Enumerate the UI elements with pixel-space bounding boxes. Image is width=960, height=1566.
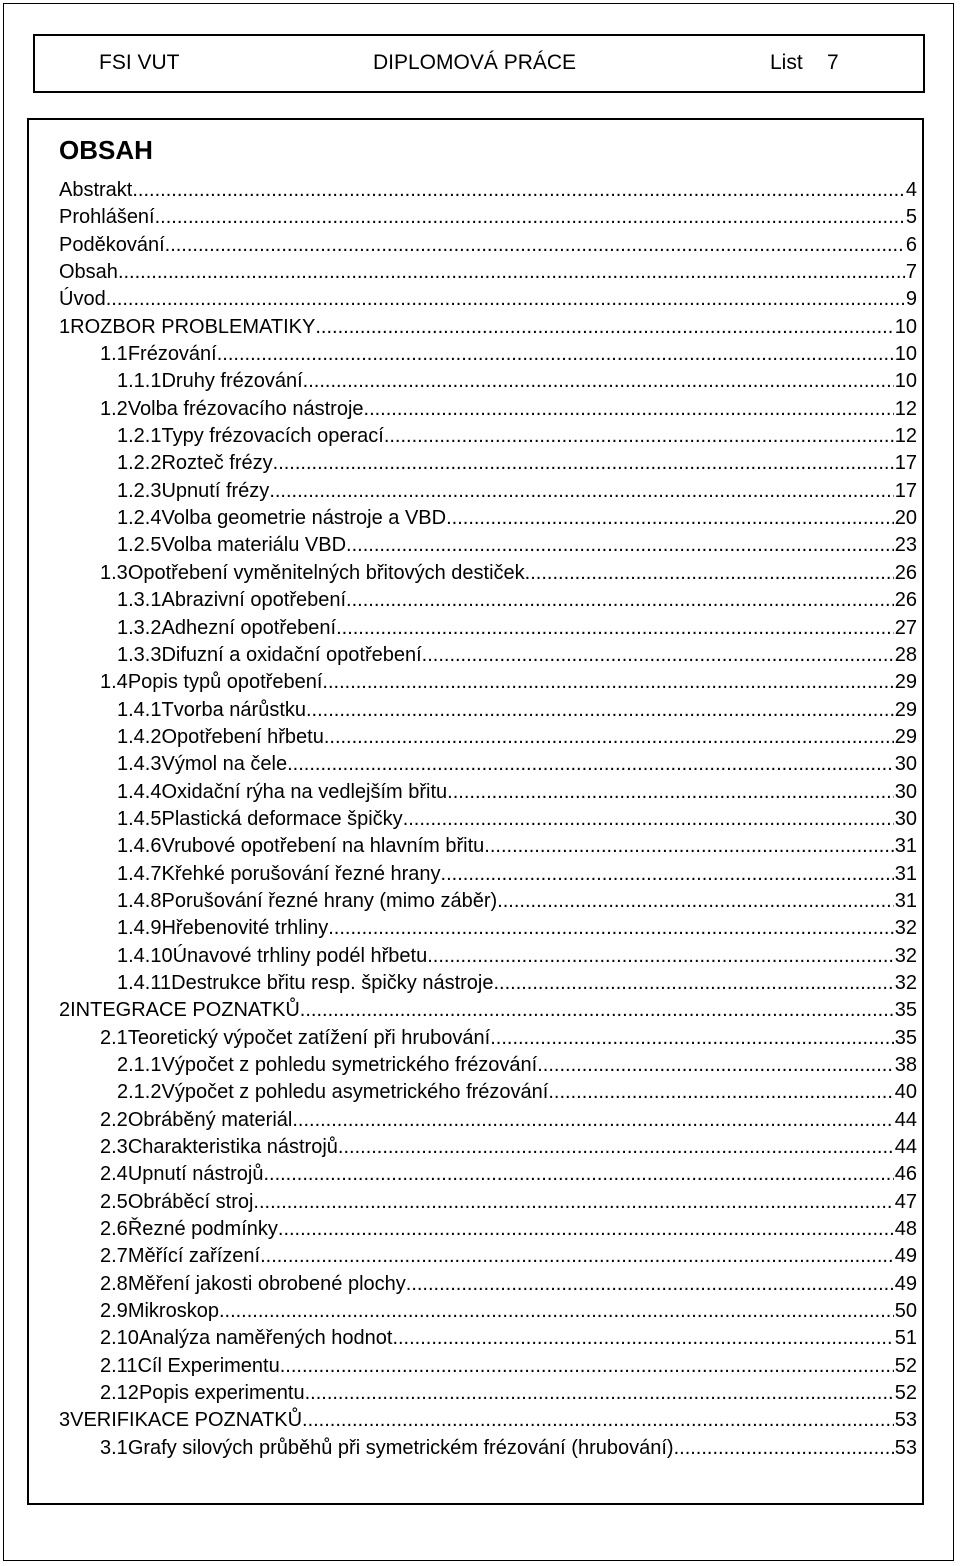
toc-entry-lead xyxy=(59,1298,894,1325)
toc-entry-page-number: 31 xyxy=(894,862,917,885)
toc-entry-page-number: 17 xyxy=(894,452,917,475)
toc-entry-leader-dots xyxy=(269,478,893,505)
toc-entry-title: Úvod xyxy=(59,288,106,311)
toc-entry-title: Cíl Experimentu xyxy=(137,1354,280,1377)
header-list-label: List xyxy=(770,51,803,74)
toc-entry-leader-dots xyxy=(300,997,894,1024)
toc-entry-number: 2.11 xyxy=(100,1354,138,1377)
toc-entry[interactable] xyxy=(59,751,917,778)
toc-entry-title: Výpočet z pohledu symetrického frézování xyxy=(161,1054,538,1076)
toc-entry-title: Volba geometrie nástroje a VBD xyxy=(161,507,447,530)
toc-entry-page-number: 10 xyxy=(894,315,917,338)
toc-entry[interactable] xyxy=(59,396,917,423)
toc-entry-number: 1.4.7 xyxy=(117,862,162,885)
toc-entry-title: Mikroskop xyxy=(127,1300,219,1323)
toc-entry-number: 1.3.2 xyxy=(117,616,162,639)
toc-entry-leader-dots xyxy=(287,751,894,778)
toc-entry-lead xyxy=(59,232,905,259)
toc-entry-number: 2.1.2 xyxy=(117,1081,162,1104)
toc-entry[interactable] xyxy=(59,724,917,751)
toc-entry-title: Charakteristika nástrojů xyxy=(127,1136,338,1159)
toc-entry-lead xyxy=(59,1407,894,1434)
toc-entry-page-number: 49 xyxy=(894,1272,917,1295)
toc-entry-number: 1.4.8 xyxy=(117,889,162,912)
toc-entry-lead xyxy=(59,587,894,614)
toc-entry-lead xyxy=(59,1161,894,1188)
toc-entry[interactable] xyxy=(59,587,917,614)
toc-entry-page-number: 31 xyxy=(894,889,917,912)
toc-entry-title: Frézování xyxy=(127,343,217,366)
toc-entry-page-number: 31 xyxy=(894,835,917,858)
toc-entry-leader-dots xyxy=(280,1353,894,1380)
toc-entry-title: Abrazivní opotřebení xyxy=(161,589,347,612)
toc-entry-title: Únavové trhliny podél hřbetu xyxy=(172,944,428,967)
toc-entry-lead xyxy=(59,478,894,505)
toc-entry-leader-dots xyxy=(336,615,894,642)
toc-entry-leader-dots xyxy=(392,1325,893,1352)
toc-entry[interactable] xyxy=(59,943,917,970)
toc-entry-leader-dots xyxy=(303,368,894,395)
toc-entry[interactable] xyxy=(59,997,917,1024)
toc-entry-lead xyxy=(59,532,894,559)
toc-entry-lead xyxy=(59,204,905,231)
toc-entry-leader-dots xyxy=(484,833,893,860)
toc-entry-leader-dots xyxy=(338,1134,894,1161)
page-header xyxy=(33,34,925,93)
toc-entry-leader-dots xyxy=(493,970,893,997)
toc-entry[interactable] xyxy=(59,1161,917,1188)
toc-entry-number: 2.1.1 xyxy=(117,1054,162,1076)
toc-entry[interactable] xyxy=(59,1025,917,1052)
toc-entry-lead xyxy=(59,615,894,642)
toc-entry-page-number: 29 xyxy=(894,671,917,694)
toc-entry-page-number: 32 xyxy=(894,971,917,994)
toc-entry-title: Grafy silových průběhů při symetrickém frézování (hrubování) xyxy=(127,1436,674,1459)
toc-entry-page-number: 52 xyxy=(894,1382,917,1405)
toc-entry-lead xyxy=(59,314,894,341)
toc-entry[interactable] xyxy=(59,697,917,724)
toc-entry-leader-dots xyxy=(315,314,893,341)
toc-entry-leader-dots xyxy=(537,1052,894,1079)
toc-entry-lead xyxy=(59,997,894,1024)
toc-entry-title: VERIFIKACE POZNATKŮ xyxy=(70,1409,303,1432)
toc-entry[interactable] xyxy=(59,1216,917,1243)
toc-entry-title: Rozteč frézy xyxy=(161,452,273,475)
toc-entry[interactable] xyxy=(59,1298,917,1325)
toc-entry[interactable] xyxy=(59,806,917,833)
toc-entry[interactable] xyxy=(59,861,917,888)
toc-entry[interactable] xyxy=(59,1243,917,1270)
header-document-type: DIPLOMOVÁ PRÁCE xyxy=(373,51,577,74)
toc-entry-page-number: 38 xyxy=(894,1054,917,1076)
toc-entry[interactable] xyxy=(59,532,917,559)
toc-entry-title: Měření jakosti obrobené plochy xyxy=(127,1272,406,1295)
toc-entry[interactable] xyxy=(59,177,917,204)
toc-entry-title: Oxidační rýha na vedlejším břitu xyxy=(161,780,448,803)
toc-entry-leader-dots xyxy=(427,943,894,970)
toc-entry-page-number: 35 xyxy=(894,1026,917,1049)
toc-entry-lead xyxy=(59,341,894,368)
toc-entry-number: 1.3.3 xyxy=(117,643,162,666)
toc-entry-leader-dots xyxy=(322,669,893,696)
toc-entry-number: 1.2.1 xyxy=(117,425,162,448)
toc-entry-number: 1.4.11 xyxy=(117,971,172,994)
toc-entry-lead xyxy=(59,1134,894,1161)
toc-entry-lead xyxy=(59,423,894,450)
toc-entry-lead xyxy=(59,505,894,532)
toc-entry-number: 1.3 xyxy=(100,561,128,584)
toc-entry-lead xyxy=(59,833,894,860)
toc-entry-lead xyxy=(59,1216,894,1243)
toc-entry[interactable] xyxy=(59,669,917,696)
toc-entry-page-number: 23 xyxy=(894,534,917,557)
toc-entry[interactable] xyxy=(59,259,917,286)
toc-entry[interactable] xyxy=(59,560,917,587)
toc-entry-leader-dots xyxy=(525,560,894,587)
toc-entry-number: 1.4.5 xyxy=(117,807,162,830)
toc-entry-leader-dots xyxy=(118,259,905,286)
toc-entry-lead xyxy=(59,1052,894,1079)
toc-entry-title: Abstrakt xyxy=(59,179,133,201)
toc-entry-lead xyxy=(59,779,894,806)
toc-entry-page-number: 49 xyxy=(894,1245,917,1268)
toc-entry-number: 1.4.9 xyxy=(117,917,162,940)
toc-entry-lead xyxy=(59,1189,894,1216)
toc-entry-title: INTEGRACE POZNATKŮ xyxy=(70,999,300,1022)
toc-entry-leader-dots xyxy=(219,1298,894,1325)
toc-entry-page-number: 32 xyxy=(894,917,917,940)
toc-entry-title: Analýza naměřených hodnot xyxy=(138,1327,393,1350)
toc-entry[interactable] xyxy=(59,615,917,642)
toc-entry[interactable] xyxy=(59,232,917,259)
toc-entry-lead xyxy=(59,943,894,970)
toc-entry-title: Obsah xyxy=(59,261,118,284)
toc-entry-lead xyxy=(59,861,894,888)
toc-entry[interactable] xyxy=(59,341,917,368)
toc-entry-title: Prohlášení xyxy=(59,206,155,229)
toc-entry-title: Opotřebení hřbetu xyxy=(161,725,324,748)
toc-entry-number: 2.12 xyxy=(100,1382,139,1405)
toc-entry-page-number: 35 xyxy=(894,999,917,1022)
toc-entry[interactable] xyxy=(59,450,917,477)
toc-entry-lead xyxy=(59,1380,894,1407)
toc-entry-title: Křehké porušování řezné hrany xyxy=(161,862,441,885)
toc-entry-leader-dots xyxy=(260,1243,894,1270)
toc-entry[interactable] xyxy=(59,888,917,915)
toc-entry-title: Obráběcí stroj xyxy=(127,1190,254,1213)
toc-entry-title: Hřebenovité trhliny xyxy=(161,917,329,940)
toc-entry-page-number: 52 xyxy=(894,1354,917,1377)
toc-entry-page-number: 26 xyxy=(894,589,917,612)
toc-entry-page-number: 51 xyxy=(894,1327,917,1350)
toc-entry-title: Destrukce břitu resp. špičky nástroje xyxy=(171,971,494,994)
toc-entry[interactable] xyxy=(59,478,917,505)
toc-entry-lead xyxy=(59,1435,894,1462)
toc-entry[interactable] xyxy=(59,642,917,669)
toc-entry-number: 2.6 xyxy=(100,1218,128,1241)
toc-entry[interactable] xyxy=(59,368,917,395)
toc-entry-title: Opotřebení vyměnitelných břitových destiček xyxy=(127,561,525,584)
toc-entry-title: Adhezní opotřebení xyxy=(161,616,337,639)
toc-entry-page-number: 5 xyxy=(905,206,917,229)
toc-entry-leader-dots xyxy=(384,423,894,450)
toc-entry-page-number: 29 xyxy=(894,725,917,748)
toc-entry-page-number: 27 xyxy=(894,616,917,639)
toc-entry-title: Popis experimentu xyxy=(138,1382,305,1405)
toc-entry-leader-dots xyxy=(155,204,905,231)
toc-entry-number: 1.4.2 xyxy=(117,725,162,748)
toc-entry-leader-dots xyxy=(253,1189,893,1216)
toc-entry-leader-dots xyxy=(328,915,894,942)
toc-entry-number: 1.4 xyxy=(100,671,128,694)
toc-entry-page-number: 4 xyxy=(905,179,917,201)
toc-entry-number: 2.9 xyxy=(100,1300,128,1323)
toc-entry-leader-dots xyxy=(273,450,894,477)
toc-entry-number: 1.3.1 xyxy=(117,589,162,612)
toc-entry-title: Volba frézovacího nástroje xyxy=(127,397,364,420)
toc-entry-leader-dots xyxy=(441,861,894,888)
header-school: FSI VUT xyxy=(99,51,180,74)
toc-entry-page-number: 30 xyxy=(894,753,917,776)
toc-entry-number: 1.2.2 xyxy=(117,452,162,475)
toc-entry-leader-dots xyxy=(292,1107,893,1134)
toc-entry[interactable] xyxy=(59,970,917,997)
toc-entry-lead xyxy=(59,1353,894,1380)
toc-entry[interactable] xyxy=(59,1134,917,1161)
toc-entry-title: Měřící zařízení xyxy=(127,1245,261,1268)
toc-entry[interactable] xyxy=(59,1079,917,1106)
toc-entry-lead xyxy=(59,915,894,942)
toc-entry-lead xyxy=(59,286,905,313)
toc-entry-leader-dots xyxy=(165,232,905,259)
toc-entry[interactable] xyxy=(59,314,917,341)
toc-entry-leader-dots xyxy=(263,1161,893,1188)
toc-entry[interactable] xyxy=(59,423,917,450)
toc-entry-lead xyxy=(59,1025,894,1052)
toc-entry-leader-dots xyxy=(497,888,894,915)
toc-entry-title: Poděkování xyxy=(59,233,165,256)
toc-entry-number: 1.4.1 xyxy=(117,698,162,721)
toc-entry[interactable] xyxy=(59,505,917,532)
toc-entry-page-number: 53 xyxy=(894,1436,917,1459)
toc-entry-page-number: 47 xyxy=(894,1190,917,1213)
toc-entry-title: Plastická deformace špičky xyxy=(161,807,403,830)
toc-entry-leader-dots xyxy=(490,1025,894,1052)
toc-entry-lead xyxy=(59,396,894,423)
toc-entry-page-number: 12 xyxy=(894,397,917,420)
toc-entry-leader-dots xyxy=(403,806,894,833)
toc-entry[interactable] xyxy=(59,1052,917,1079)
toc-entry-page-number: 6 xyxy=(905,233,917,256)
toc-entry-lead xyxy=(59,560,894,587)
toc-entry-title: Volba materiálu VBD xyxy=(161,534,347,557)
toc-entry-page-number: 28 xyxy=(894,643,917,666)
toc-entry-leader-dots xyxy=(406,1271,894,1298)
toc-entry-number: 2.7 xyxy=(100,1245,128,1268)
toc-entry[interactable] xyxy=(59,204,917,231)
toc-entry-page-number: 48 xyxy=(894,1218,917,1241)
toc-entry-page-number: 30 xyxy=(894,807,917,830)
toc-entry-page-number: 7 xyxy=(905,261,917,284)
toc-entry-leader-dots xyxy=(674,1435,894,1462)
toc-entry-page-number: 44 xyxy=(894,1108,917,1131)
toc-entry-leader-dots xyxy=(446,505,894,532)
toc-entry-leader-dots xyxy=(302,1407,894,1434)
toc-entry-leader-dots xyxy=(346,532,894,559)
toc-entry-number: 1 xyxy=(59,315,71,338)
toc-entry[interactable] xyxy=(59,1435,917,1462)
toc-entry-leader-dots xyxy=(346,587,894,614)
toc-entry-page-number: 12 xyxy=(894,425,917,448)
toc-entry-number: 1.4.10 xyxy=(117,944,173,967)
toc-entry-title: Obráběný materiál xyxy=(127,1108,293,1131)
toc-entry[interactable] xyxy=(59,286,917,313)
toc-entry-lead xyxy=(59,1079,894,1106)
toc-entry-page-number: 30 xyxy=(894,780,917,803)
toc-entry-page-number: 44 xyxy=(894,1136,917,1159)
toc-entry-title: Difuzní a oxidační opotřebení xyxy=(161,643,422,666)
toc-entry-lead xyxy=(59,1271,894,1298)
table-of-contents xyxy=(59,177,917,1462)
toc-entry-number: 2 xyxy=(59,999,71,1022)
toc-entry-lead xyxy=(59,697,894,724)
toc-entry[interactable] xyxy=(59,833,917,860)
toc-entry-title: Popis typů opotřebení xyxy=(127,671,323,694)
toc-entry-number: 1.4.4 xyxy=(117,780,162,803)
toc-heading: OBSAH xyxy=(59,135,153,165)
toc-entry-leader-dots xyxy=(422,642,894,669)
toc-entry-leader-dots xyxy=(278,1216,894,1243)
toc-entry-title: Vrubové opotřebení na hlavním břitu xyxy=(161,835,485,858)
toc-entry-title: Porušování řezné hrany (mimo záběr) xyxy=(161,889,498,912)
toc-entry-number: 3.1 xyxy=(100,1436,128,1459)
toc-entry-number: 1.1 xyxy=(100,343,128,366)
toc-entry-lead xyxy=(59,1243,894,1270)
toc-entry-page-number: 29 xyxy=(894,698,917,721)
toc-entry[interactable] xyxy=(59,1380,917,1407)
toc-entry-title: Tvorba nárůstku xyxy=(161,698,306,721)
toc-entry[interactable] xyxy=(59,1107,917,1134)
toc-entry-page-number: 10 xyxy=(894,370,917,393)
toc-entry-page-number: 53 xyxy=(894,1409,917,1432)
toc-entry-number: 2.5 xyxy=(100,1190,128,1213)
toc-entry-leader-dots xyxy=(324,724,894,751)
toc-entry-lead xyxy=(59,368,894,395)
toc-entry-lead xyxy=(59,259,905,286)
toc-entry-lead xyxy=(59,806,894,833)
toc-entry-number: 2.2 xyxy=(100,1108,128,1131)
toc-entry-page-number: 17 xyxy=(894,479,917,502)
toc-entry-title: Upnutí nástrojů xyxy=(127,1163,264,1186)
toc-entry-lead xyxy=(59,642,894,669)
toc-entry-leader-dots xyxy=(305,1380,894,1407)
toc-entry-page-number: 26 xyxy=(894,561,917,584)
toc-entry-title: Výpočet z pohledu asymetrického frézování xyxy=(161,1081,549,1104)
toc-entry[interactable] xyxy=(59,915,917,942)
toc-entry-page-number: 32 xyxy=(894,944,917,967)
toc-entry-page-number: 9 xyxy=(905,288,917,311)
toc-entry-title: Typy frézovacích operací xyxy=(161,425,384,448)
toc-entry[interactable] xyxy=(59,1353,917,1380)
toc-entry-number: 1.2.3 xyxy=(117,479,162,502)
toc-entry-number: 1.4.3 xyxy=(117,753,162,776)
toc-entry-number: 2.10 xyxy=(100,1327,139,1350)
toc-entry-number: 2.4 xyxy=(100,1163,128,1186)
toc-entry-page-number: 40 xyxy=(894,1081,917,1104)
toc-entry-lead xyxy=(59,450,894,477)
toc-entry-title: Výmol na čele xyxy=(161,753,288,776)
toc-entry-lead xyxy=(59,888,894,915)
toc-entry-page-number: 10 xyxy=(894,343,917,366)
toc-entry[interactable] xyxy=(59,779,917,806)
toc-entry[interactable] xyxy=(59,1271,917,1298)
toc-entry-number: 2.8 xyxy=(100,1272,128,1295)
toc-entry-lead xyxy=(59,970,894,997)
toc-entry-title: Upnutí frézy xyxy=(161,479,270,502)
header-list-number: 7 xyxy=(827,51,839,74)
toc-entry-number: 2.1 xyxy=(100,1026,128,1049)
toc-entry-number: 1.1.1 xyxy=(117,370,162,393)
toc-entry-page-number: 50 xyxy=(894,1300,917,1323)
toc-entry-leader-dots xyxy=(132,177,905,204)
toc-entry-title: Teoretický výpočet zatížení při hrubování xyxy=(127,1026,491,1049)
toc-entry-leader-dots xyxy=(364,396,894,423)
toc-entry-number: 3 xyxy=(59,1409,71,1432)
toc-entry-lead xyxy=(59,751,894,778)
toc-entry-leader-dots xyxy=(306,697,894,724)
toc-entry-number: 1.2 xyxy=(100,397,128,420)
toc-entry-lead xyxy=(59,669,894,696)
toc-entry-title: Řezné podmínky xyxy=(127,1218,278,1241)
toc-entry-number: 1.4.6 xyxy=(117,835,162,858)
toc-entry-number: 1.2.4 xyxy=(117,507,162,530)
toc-frame xyxy=(27,118,924,1505)
toc-entry-title: ROZBOR PROBLEMATIKY xyxy=(70,315,316,338)
toc-entry-title: Druhy frézování xyxy=(161,370,303,393)
toc-entry[interactable] xyxy=(59,1189,917,1216)
toc-entry-leader-dots xyxy=(217,341,894,368)
toc-entry-page-number: 46 xyxy=(894,1163,917,1186)
toc-entry[interactable] xyxy=(59,1407,917,1434)
toc-entry-number: 2.3 xyxy=(100,1136,128,1159)
toc-entry-leader-dots xyxy=(548,1079,893,1106)
toc-entry-lead xyxy=(59,1107,894,1134)
toc-entry[interactable] xyxy=(59,1325,917,1352)
toc-entry-leader-dots xyxy=(106,286,905,313)
toc-entry-page-number: 20 xyxy=(894,507,917,530)
toc-entry-lead xyxy=(59,724,894,751)
toc-entry-leader-dots xyxy=(447,779,894,806)
toc-entry-lead xyxy=(59,1325,894,1352)
toc-entry-lead xyxy=(59,177,905,204)
toc-entry-number: 1.2.5 xyxy=(117,534,162,557)
